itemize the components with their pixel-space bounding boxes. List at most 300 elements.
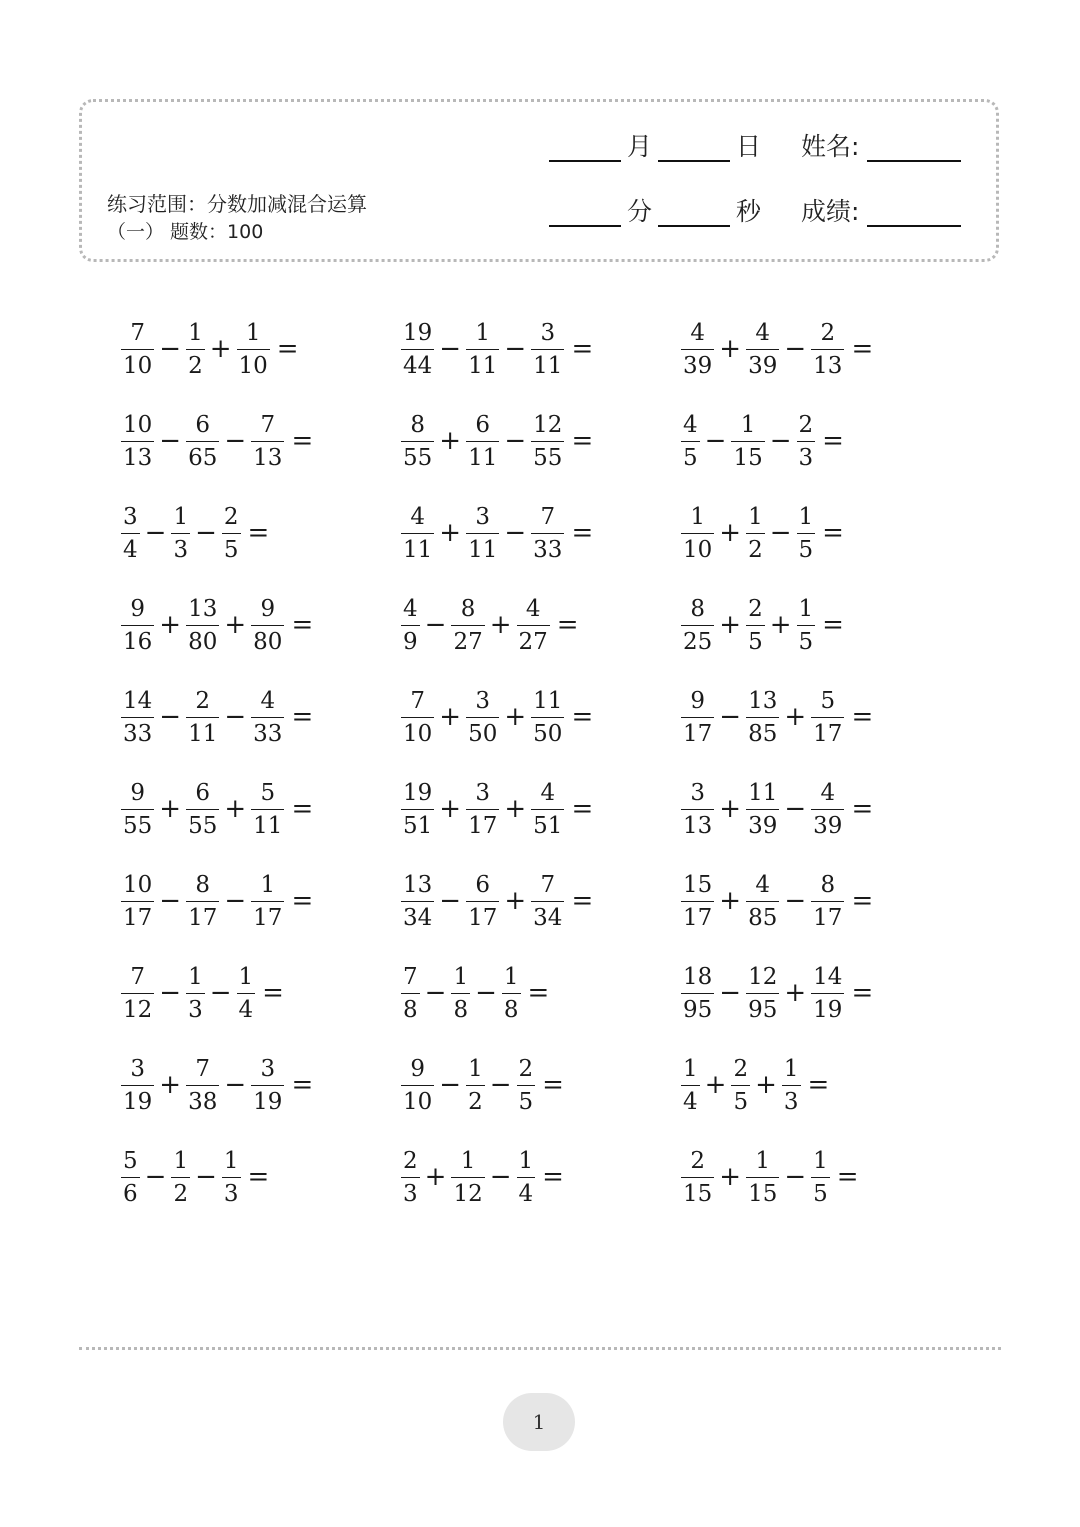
fraction (731, 1055, 750, 1116)
numerator: 4 (755, 319, 771, 346)
fraction (681, 595, 714, 656)
denominator: 4 (121, 533, 140, 564)
numerator: 1 (475, 319, 491, 346)
equals-sign: = (542, 1070, 564, 1100)
operator: + (704, 1070, 727, 1100)
fraction (401, 1055, 434, 1116)
fraction (401, 595, 420, 656)
denominator: 5 (517, 1085, 536, 1116)
numerator: 10 (123, 411, 153, 438)
problem (401, 407, 681, 475)
operator: − (489, 1070, 512, 1100)
fraction (171, 1147, 190, 1208)
numerator: 3 (475, 779, 491, 806)
fraction (531, 319, 564, 380)
operator: − (704, 426, 727, 456)
operator: + (719, 886, 742, 916)
fraction (517, 595, 550, 656)
denominator: 5 (731, 1085, 750, 1116)
numerator: 5 (820, 687, 836, 714)
numerator: 6 (195, 411, 211, 438)
denominator: 55 (186, 809, 219, 840)
numerator: 3 (130, 1055, 145, 1082)
operator: + (439, 518, 462, 548)
operator: + (755, 1070, 777, 1100)
denominator: 11 (466, 533, 499, 564)
denominator: 80 (186, 625, 219, 656)
problem (401, 1051, 681, 1119)
equals-sign: = (571, 702, 594, 732)
problem (121, 591, 401, 659)
denominator: 5 (797, 625, 816, 656)
fraction (186, 411, 219, 472)
numerator: 11 (533, 687, 563, 714)
numerator: 1 (260, 871, 276, 898)
denominator: 5 (746, 625, 765, 656)
denominator: 38 (186, 1085, 219, 1116)
numerator: 1 (690, 503, 705, 530)
problem-row (121, 683, 961, 775)
denominator: 50 (466, 717, 499, 748)
numerator: 1 (188, 963, 203, 990)
operator: − (159, 334, 182, 364)
fraction (531, 779, 564, 840)
denominator: 39 (746, 349, 779, 380)
fraction (186, 963, 205, 1024)
fraction (466, 503, 499, 564)
denominator: 11 (466, 441, 499, 472)
denominator: 11 (186, 717, 219, 748)
month-blank[interactable] (549, 134, 621, 162)
fraction (681, 779, 714, 840)
problem (121, 1143, 401, 1211)
denominator: 17 (251, 901, 284, 932)
operator: − (439, 886, 462, 916)
name-label: 姓名: (801, 132, 860, 161)
problem (681, 959, 961, 1027)
equals-sign: = (262, 978, 284, 1008)
denominator: 19 (251, 1085, 284, 1116)
operator: + (784, 702, 807, 732)
fraction (466, 871, 499, 932)
problem (121, 775, 401, 843)
fraction (531, 503, 564, 564)
equals-sign: = (571, 794, 594, 824)
fraction (121, 687, 154, 748)
fraction (746, 503, 765, 564)
denominator: 5 (222, 533, 241, 564)
denominator: 85 (746, 901, 779, 932)
fraction (251, 411, 284, 472)
denominator: 17 (811, 717, 844, 748)
denominator: 51 (401, 809, 434, 840)
equals-sign: = (291, 886, 314, 916)
equals-sign: = (822, 426, 844, 456)
problem-row (121, 407, 961, 499)
practice-scope (107, 190, 367, 246)
problem-row (121, 775, 961, 867)
numerator: 1 (798, 595, 814, 622)
month-label: 月 (627, 132, 653, 161)
problem (401, 775, 681, 843)
problem-row (121, 591, 961, 683)
denominator: 51 (531, 809, 564, 840)
equals-sign: = (291, 610, 314, 640)
operator: + (504, 886, 527, 916)
fraction (797, 503, 816, 564)
problem (681, 775, 961, 843)
numerator: 4 (683, 411, 698, 438)
denominator: 15 (746, 1177, 779, 1208)
fraction (401, 319, 434, 380)
fraction (746, 871, 779, 932)
operator: − (439, 1070, 462, 1100)
operator: + (719, 518, 742, 548)
problem-row (121, 315, 961, 407)
fraction (746, 779, 779, 840)
denominator: 17 (466, 809, 499, 840)
denominator: 2 (466, 1085, 485, 1116)
operator: − (769, 426, 792, 456)
operator: + (719, 334, 742, 364)
fraction (811, 687, 844, 748)
equals-sign: = (571, 426, 594, 456)
fraction (466, 779, 499, 840)
fraction (401, 411, 434, 472)
problem-row (121, 959, 961, 1051)
denominator: 13 (811, 349, 844, 380)
denominator: 17 (811, 901, 844, 932)
fraction (401, 871, 434, 932)
operator: + (224, 794, 247, 824)
denominator: 15 (681, 1177, 714, 1208)
numerator: 1 (683, 1055, 698, 1082)
numerator: 9 (410, 1055, 425, 1082)
denominator: 4 (237, 993, 256, 1024)
day-label: 日 (736, 132, 762, 161)
denominator: 3 (797, 441, 816, 472)
equals-sign: = (556, 610, 579, 640)
operator: + (224, 610, 247, 640)
fraction (681, 411, 700, 472)
denominator: 11 (251, 809, 284, 840)
numerator: 1 (813, 1147, 828, 1174)
operator: − (769, 518, 792, 548)
fraction (401, 687, 434, 748)
denominator: 2 (171, 1177, 190, 1208)
numerator: 8 (195, 871, 211, 898)
operator: − (159, 702, 182, 732)
fraction (121, 1055, 154, 1116)
fraction (186, 1055, 219, 1116)
minutes-blank[interactable] (549, 199, 621, 227)
equals-sign: = (807, 1070, 830, 1100)
problem (681, 1051, 961, 1119)
numerator: 7 (540, 503, 556, 530)
denominator: 27 (517, 625, 550, 656)
numerator: 14 (123, 687, 153, 714)
fraction (681, 1147, 714, 1208)
fraction (451, 963, 470, 1024)
operator: + (719, 794, 742, 824)
problem-row (121, 499, 961, 591)
numerator: 2 (690, 1147, 705, 1174)
numerator: 15 (683, 871, 713, 898)
operator: − (224, 702, 247, 732)
fraction (811, 1147, 830, 1208)
operator: − (719, 978, 742, 1008)
operator: − (504, 518, 527, 548)
denominator: 39 (746, 809, 779, 840)
numerator: 9 (260, 595, 276, 622)
fraction (681, 963, 714, 1024)
operator: − (224, 426, 247, 456)
fraction (251, 1055, 284, 1116)
numerator: 8 (460, 595, 476, 622)
fraction (466, 1055, 485, 1116)
numerator: 19 (403, 319, 433, 346)
fraction (251, 687, 284, 748)
denominator: 10 (401, 717, 434, 748)
denominator: 3 (171, 533, 190, 564)
denominator: 39 (811, 809, 844, 840)
operator: + (719, 1162, 742, 1192)
fraction (121, 503, 140, 564)
time-score-row (549, 197, 961, 227)
fraction (121, 779, 154, 840)
numerator: 8 (410, 411, 425, 438)
numerator: 2 (403, 1147, 418, 1174)
equals-sign: = (291, 702, 314, 732)
denominator: 44 (401, 349, 434, 380)
operator: − (224, 886, 247, 916)
page-number: 1 (503, 1393, 575, 1451)
footer-divider (79, 1347, 1001, 1350)
problem (681, 499, 961, 567)
equals-sign: = (291, 426, 314, 456)
numerator: 7 (130, 963, 145, 990)
denominator: 27 (451, 625, 484, 656)
denominator: 13 (681, 809, 714, 840)
date-name-row (549, 132, 961, 162)
equals-sign: = (851, 978, 874, 1008)
denominator: 17 (681, 901, 714, 932)
equals-sign: = (571, 518, 594, 548)
denominator: 17 (681, 717, 714, 748)
numerator: 18 (683, 963, 713, 990)
operator: − (159, 978, 182, 1008)
equals-sign: = (851, 886, 874, 916)
equals-sign: = (247, 1162, 270, 1192)
denominator: 11 (466, 349, 499, 380)
numerator: 13 (403, 871, 433, 898)
denominator: 3 (401, 1177, 420, 1208)
operator: + (784, 978, 807, 1008)
numerator: 11 (748, 779, 778, 806)
fraction (121, 1147, 140, 1208)
equals-sign: = (851, 794, 874, 824)
operator: + (489, 610, 512, 640)
numerator: 4 (260, 687, 276, 714)
numerator: 3 (540, 319, 556, 346)
denominator: 3 (782, 1085, 801, 1116)
fraction (186, 687, 219, 748)
denominator: 11 (531, 349, 564, 380)
numerator: 1 (798, 503, 814, 530)
numerator: 12 (748, 963, 778, 990)
operator: + (769, 610, 792, 640)
numerator: 1 (503, 963, 519, 990)
fraction (746, 1147, 779, 1208)
denominator: 5 (681, 441, 700, 472)
denominator: 8 (451, 993, 470, 1024)
denominator: 9 (401, 625, 420, 656)
denominator: 39 (681, 349, 714, 380)
operator: − (224, 1070, 247, 1100)
equals-sign: = (542, 1162, 564, 1192)
numerator: 2 (798, 411, 814, 438)
numerator: 8 (820, 871, 836, 898)
fraction (121, 411, 154, 472)
denominator: 34 (531, 901, 564, 932)
fraction (681, 319, 714, 380)
operator: + (719, 610, 742, 640)
operator: − (209, 978, 232, 1008)
numerator: 8 (690, 595, 705, 622)
fraction (681, 1055, 700, 1116)
problem (401, 1143, 681, 1211)
fraction (401, 779, 434, 840)
denominator: 10 (401, 1085, 434, 1116)
numerator: 1 (460, 1147, 476, 1174)
operator: − (424, 610, 447, 640)
problem (121, 959, 401, 1027)
numerator: 9 (130, 779, 145, 806)
numerator: 14 (813, 963, 843, 990)
denominator: 33 (251, 717, 284, 748)
numerator: 19 (403, 779, 433, 806)
denominator: 10 (681, 533, 714, 564)
operator: + (159, 794, 182, 824)
denominator: 10 (237, 349, 270, 380)
problem (121, 867, 401, 935)
equals-sign: = (291, 1070, 314, 1100)
numerator: 4 (820, 779, 836, 806)
fraction (681, 503, 714, 564)
numerator: 3 (690, 779, 705, 806)
numerator: 2 (223, 503, 239, 530)
equals-sign: = (851, 334, 874, 364)
operator: + (504, 794, 527, 824)
fraction (237, 963, 256, 1024)
problem (681, 315, 961, 383)
numerator: 7 (130, 319, 145, 346)
problem (681, 1143, 961, 1211)
day-blank[interactable] (658, 134, 730, 162)
numerator: 7 (410, 687, 425, 714)
denominator: 50 (531, 717, 564, 748)
numerator: 1 (173, 503, 189, 530)
fraction (797, 595, 816, 656)
denominator: 17 (121, 901, 154, 932)
operator: − (719, 702, 742, 732)
problem-grid (121, 315, 961, 1235)
score-blank[interactable] (867, 199, 961, 227)
fraction (401, 1147, 420, 1208)
operator: + (159, 1070, 182, 1100)
numerator: 7 (260, 411, 276, 438)
seconds-blank[interactable] (658, 199, 730, 227)
denominator: 34 (401, 901, 434, 932)
problem (681, 867, 961, 935)
denominator: 3 (186, 993, 205, 1024)
fraction (451, 595, 484, 656)
operator: + (209, 334, 232, 364)
operator: − (489, 1162, 512, 1192)
denominator: 6 (121, 1177, 140, 1208)
numerator: 7 (540, 871, 556, 898)
numerator: 12 (533, 411, 563, 438)
problem (121, 315, 401, 383)
denominator: 55 (121, 809, 154, 840)
name-blank[interactable] (867, 134, 961, 162)
minutes-label: 分 (627, 197, 653, 226)
numerator: 4 (690, 319, 705, 346)
numerator: 6 (195, 779, 211, 806)
operator: + (439, 794, 462, 824)
fraction (186, 595, 219, 656)
numerator: 1 (740, 411, 756, 438)
numerator: 6 (475, 411, 491, 438)
denominator: 10 (121, 349, 154, 380)
operator: − (195, 518, 217, 548)
numerator: 1 (223, 1147, 239, 1174)
fraction (466, 319, 499, 380)
denominator: 65 (186, 441, 219, 472)
denominator: 17 (466, 901, 499, 932)
denominator: 19 (811, 993, 844, 1024)
denominator: 4 (681, 1085, 700, 1116)
fraction (531, 687, 564, 748)
operator: + (424, 1162, 447, 1192)
numerator: 10 (123, 871, 153, 898)
operator: − (784, 886, 807, 916)
problem-row (121, 867, 961, 959)
numerator: 4 (403, 595, 418, 622)
scope-count: （一） 题数：100 (107, 221, 264, 243)
scope-title: 练习范围：分数加减混合运算 (107, 192, 367, 216)
problem (121, 1051, 401, 1119)
fraction (746, 687, 779, 748)
numerator: 7 (195, 1055, 211, 1082)
operator: − (784, 794, 807, 824)
problem (401, 959, 681, 1027)
numerator: 1 (188, 319, 203, 346)
numerator: 3 (123, 503, 138, 530)
fraction (251, 871, 284, 932)
denominator: 25 (681, 625, 714, 656)
equals-sign: = (276, 334, 299, 364)
problem (121, 683, 401, 751)
problem (401, 867, 681, 935)
operator: − (159, 886, 182, 916)
fraction (121, 595, 154, 656)
numerator: 2 (748, 595, 763, 622)
denominator: 4 (517, 1177, 536, 1208)
operator: − (159, 426, 182, 456)
operator: − (504, 426, 527, 456)
denominator: 5 (797, 533, 816, 564)
